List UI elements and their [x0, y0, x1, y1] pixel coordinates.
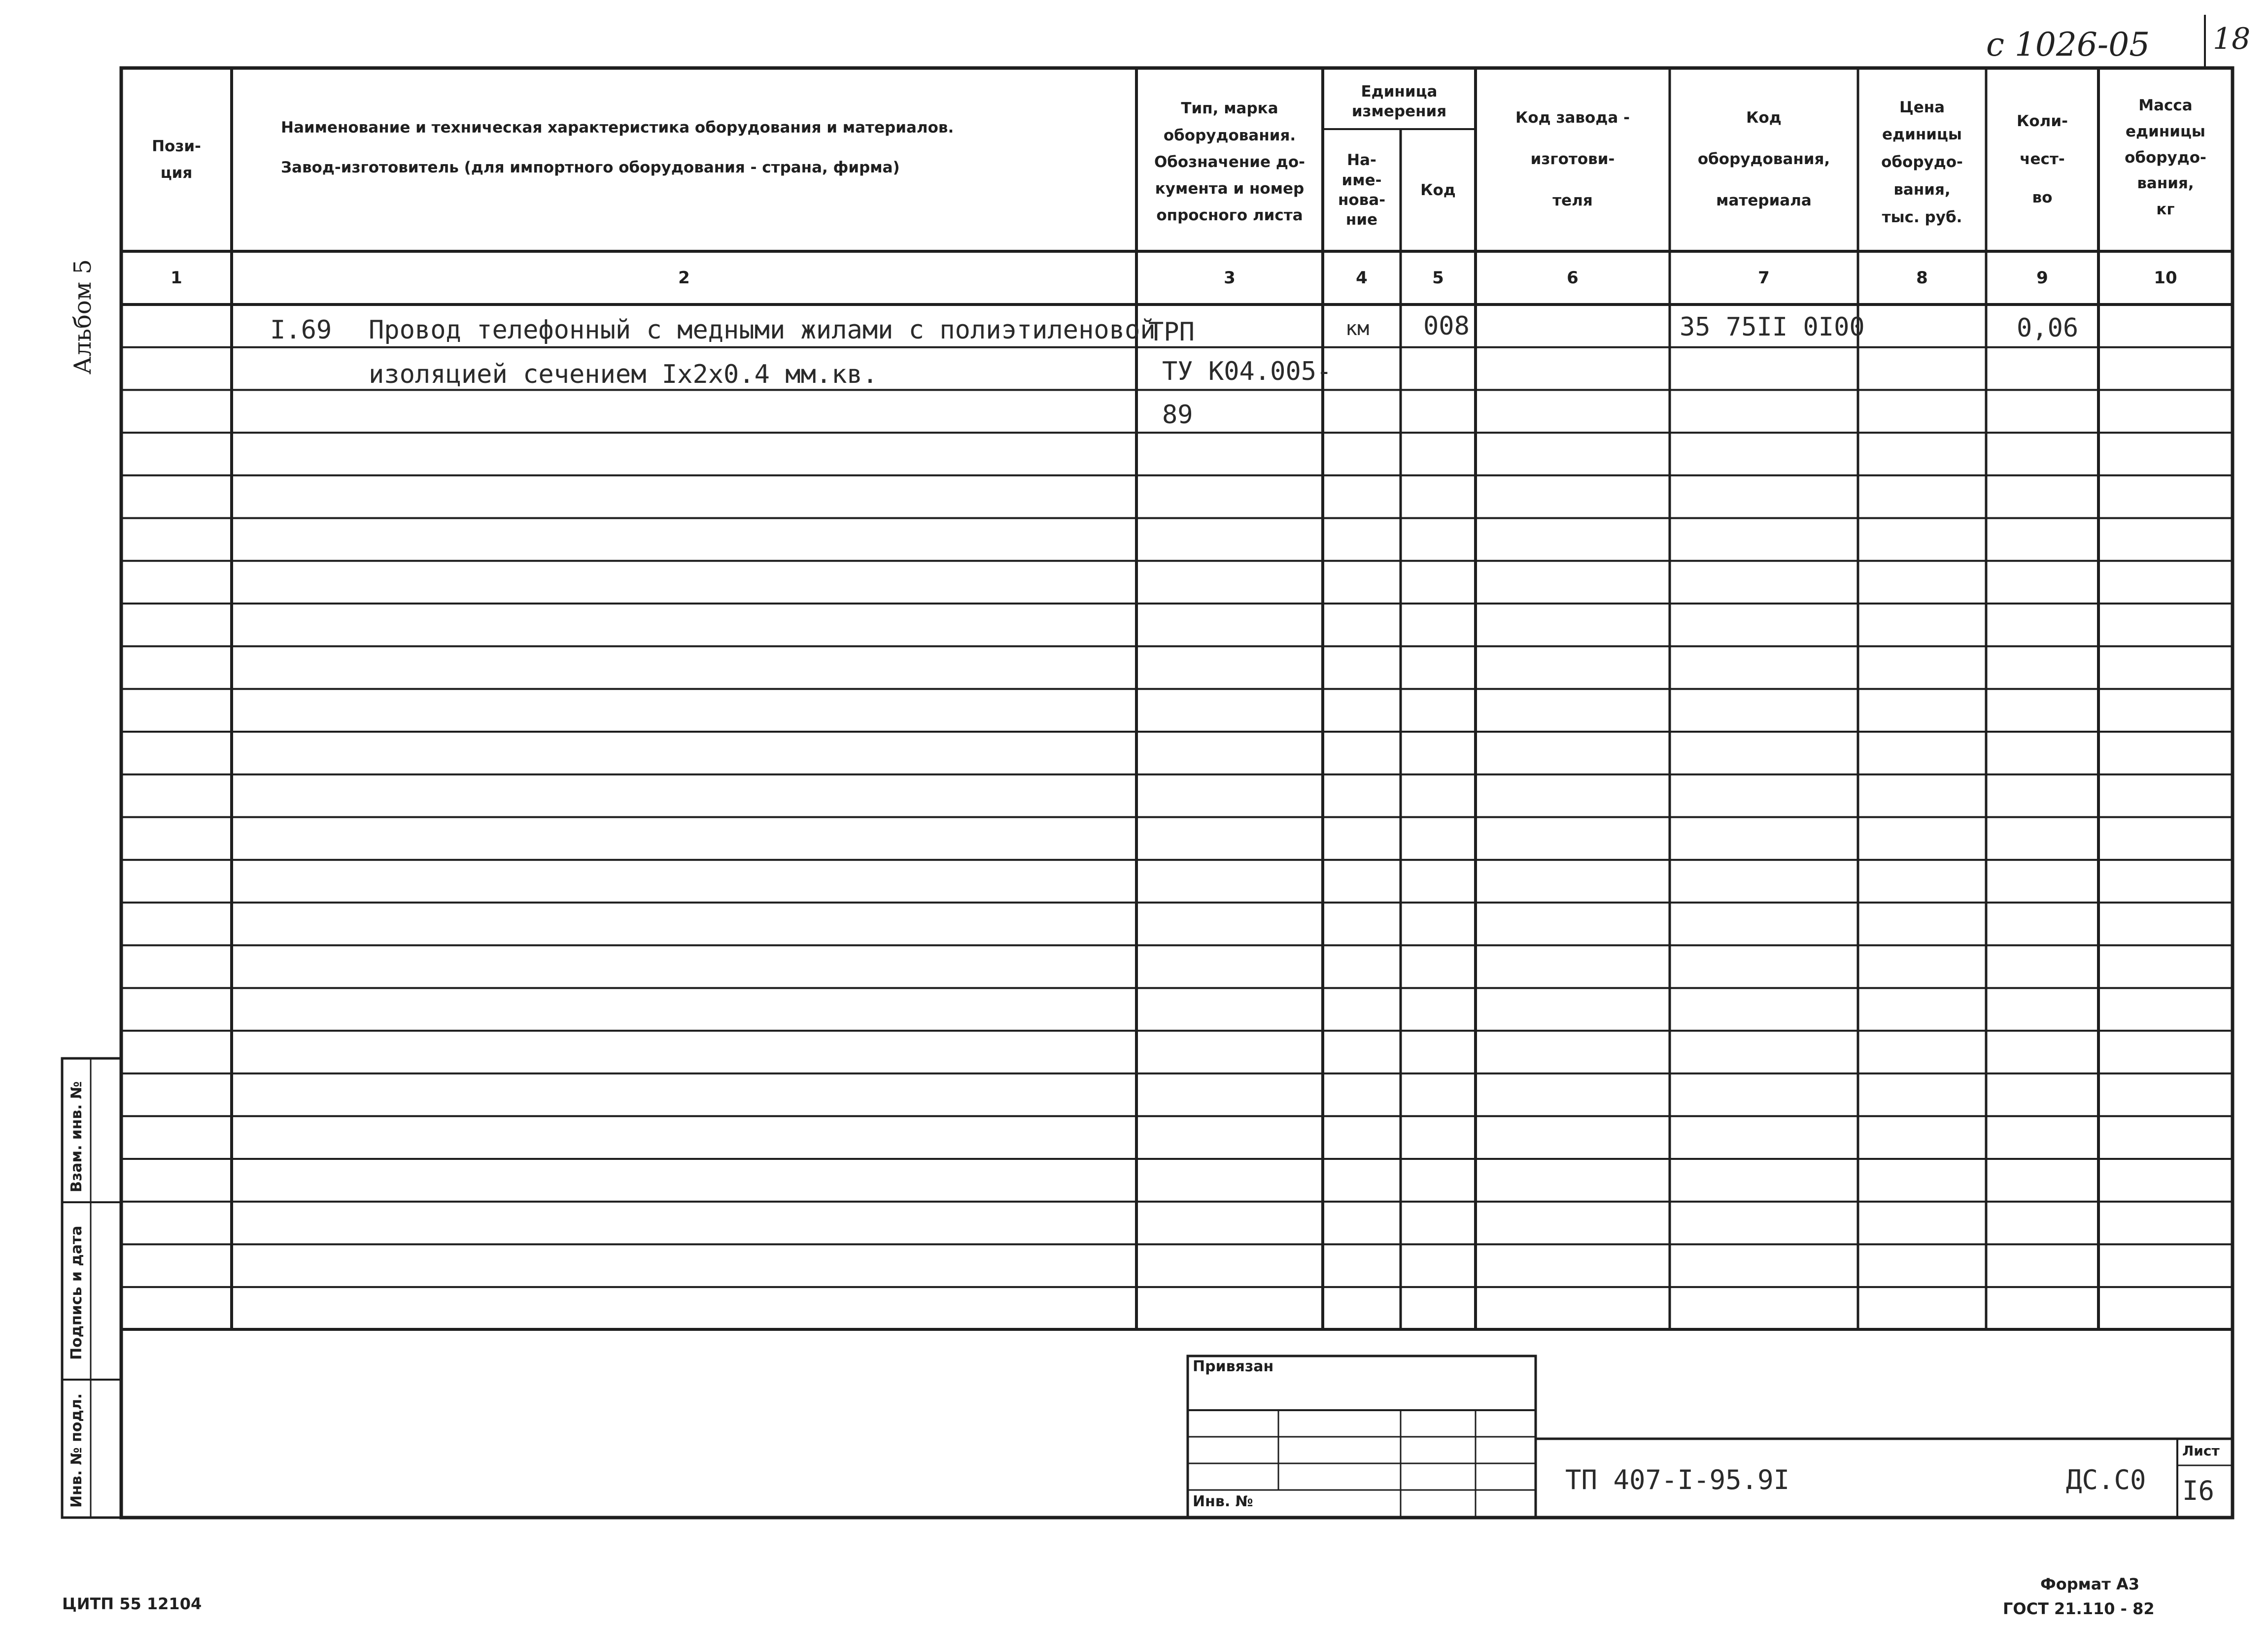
- header-unit-mass: Масса единицы оборудо- вания, кг: [2125, 97, 2206, 219]
- album-label: Альбом 5: [69, 259, 97, 374]
- header-quantity: Коли- чест- во: [2017, 112, 2068, 206]
- header-position: Пози- ция: [152, 137, 201, 182]
- header-plant-code: Код завода - изготови- теля: [1515, 109, 1630, 209]
- sheet-index: I6: [2182, 1475, 2215, 1506]
- col-number-2: 2: [678, 268, 690, 288]
- entry-type-line-1: ТРП: [1148, 317, 1195, 347]
- col-number-8: 8: [1916, 268, 1928, 288]
- col-number-10: 10: [2154, 268, 2177, 288]
- col-number-9: 9: [2036, 268, 2048, 288]
- entry-unit-name: км: [1345, 317, 1370, 340]
- col-number-5: 5: [1432, 268, 1444, 288]
- entry-unit-code: 008: [1423, 311, 1470, 341]
- entry-position: I.69: [270, 315, 332, 345]
- document-suffix: ДС.С0: [2066, 1464, 2146, 1495]
- header-type: Тип, марка оборудования. Обозначение до- кумента и номер опросного листа: [1154, 100, 1306, 225]
- entry-equipment-code: 35 75II 0I00: [1680, 312, 1865, 342]
- header-equipment-code: Код оборудования, материала: [1697, 109, 1830, 209]
- footer-left-code: ЦИТП 55 12104: [62, 1594, 202, 1613]
- entry-name-line-1: Провод телефонный с медными жилами с полиэтиленовой: [369, 315, 1156, 345]
- sheet-label: Лист: [2182, 1443, 2220, 1459]
- document-code: ТП 407-I-95.9I: [1565, 1464, 1790, 1495]
- entry-type-line-2: ТУ К04.005-: [1162, 357, 1332, 386]
- entry-name-line-2: изоляцией сечением Iх2х0.4 мм.кв.: [369, 360, 878, 389]
- footer-gost: ГОСТ 21.110 - 82: [2003, 1599, 2155, 1618]
- header-unit: Единица измерения: [1351, 82, 1447, 120]
- sheet-number: 18: [2213, 22, 2251, 56]
- header-unit-price: Цена единицы оборудо- вания, тыс. руб.: [1881, 98, 1963, 226]
- header-unit-code: Код: [1420, 181, 1456, 199]
- col-number-7: 7: [1758, 268, 1770, 288]
- side-stamp-vzam-inv: Взам. инв. №: [68, 1081, 85, 1192]
- header-unit-name: На- име- нова- ние: [1338, 151, 1386, 229]
- inv-number-label: Инв. №: [1193, 1493, 1253, 1510]
- footer-format: Формат А3: [2040, 1575, 2140, 1593]
- side-stamp-inv-podl: Инв. № подл.: [68, 1393, 85, 1508]
- col-number-4: 4: [1356, 268, 1368, 288]
- col-number-6: 6: [1567, 268, 1579, 288]
- entry-quantity: 0,06: [2017, 313, 2079, 343]
- privyazan-label: Привязан: [1193, 1358, 1274, 1375]
- handwritten-doc-code: с 1026-05: [1986, 26, 2150, 64]
- col-number-3: 3: [1224, 268, 1236, 288]
- col-number-1: 1: [171, 268, 182, 288]
- header-name: Наименование и техническая характеристика оборудования и материалов. Завод-изготовитель (для импортного оборудования - страна, фирма): [281, 119, 954, 176]
- side-stamp-signature-date: Подпись и дата: [68, 1225, 85, 1360]
- entry-type-line-3: 89: [1162, 400, 1193, 430]
